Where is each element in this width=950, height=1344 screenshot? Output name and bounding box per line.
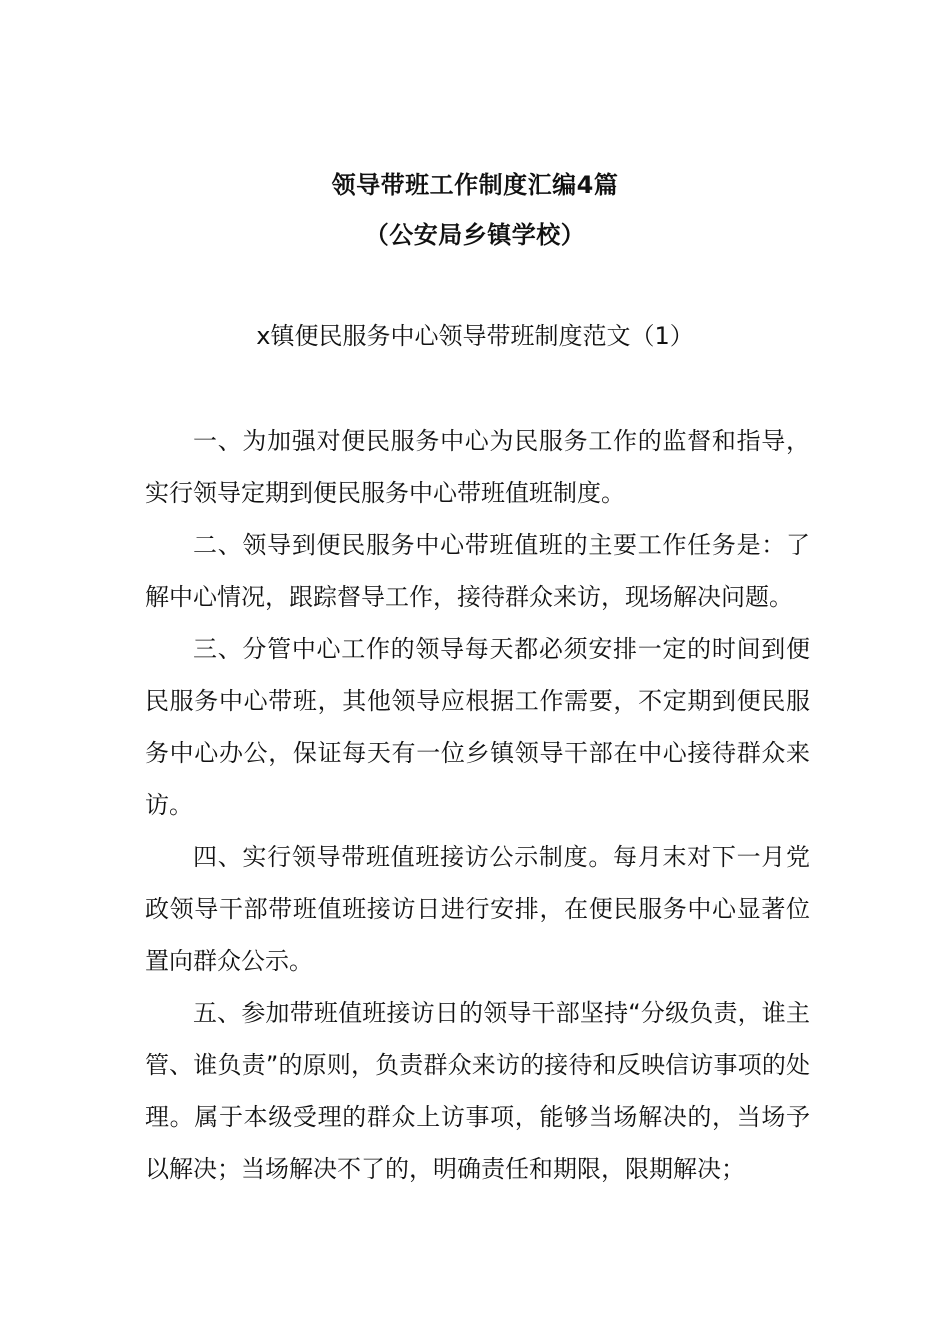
document-title: 领导带班工作制度汇编4篇 (331, 171, 619, 199)
document-subtitle: （公安局乡镇学校） (364, 221, 586, 249)
paragraph-2: 二、领导到便民服务中心带班值班的主要工作任务是：了解中心情况，跟踪督导工作，接待群众来访，现场解决问题。 (145, 531, 810, 611)
paragraph-3: 三、分管中心工作的领导每天都必须安排一定的时间到便民服务中心带班，其他领导应根据工作需要，不定期到便民服务中心办公，保证每天有一位乡镇领导干部在中心接待群众来访。 (145, 635, 810, 819)
section-heading: x镇便民服务中心领导带班制度范文（1） (256, 322, 694, 350)
paragraph-4: 四、实行领导带班值班接访公示制度。每月末对下一月党政领导干部带班值班接访日进行安排，在便民服务中心显著位置向群众公示。 (145, 843, 810, 975)
paragraph-1: 一、为加强对便民服务中心为民服务工作的监督和指导，实行领导定期到便民服务中心带班值班制度。 (145, 427, 810, 507)
document-body (145, 415, 810, 1195)
paragraph-5: 五、参加带班值班接访日的领导干部坚持“分级负责，谁主管、谁负责”的原则，负责群众来访的接待和反映信访事项的处理。属于本级受理的群众上访事项，能够当场解决的，当场予以解决；当场解决不了的，明确责任和期限，限期解决； (145, 999, 810, 1183)
